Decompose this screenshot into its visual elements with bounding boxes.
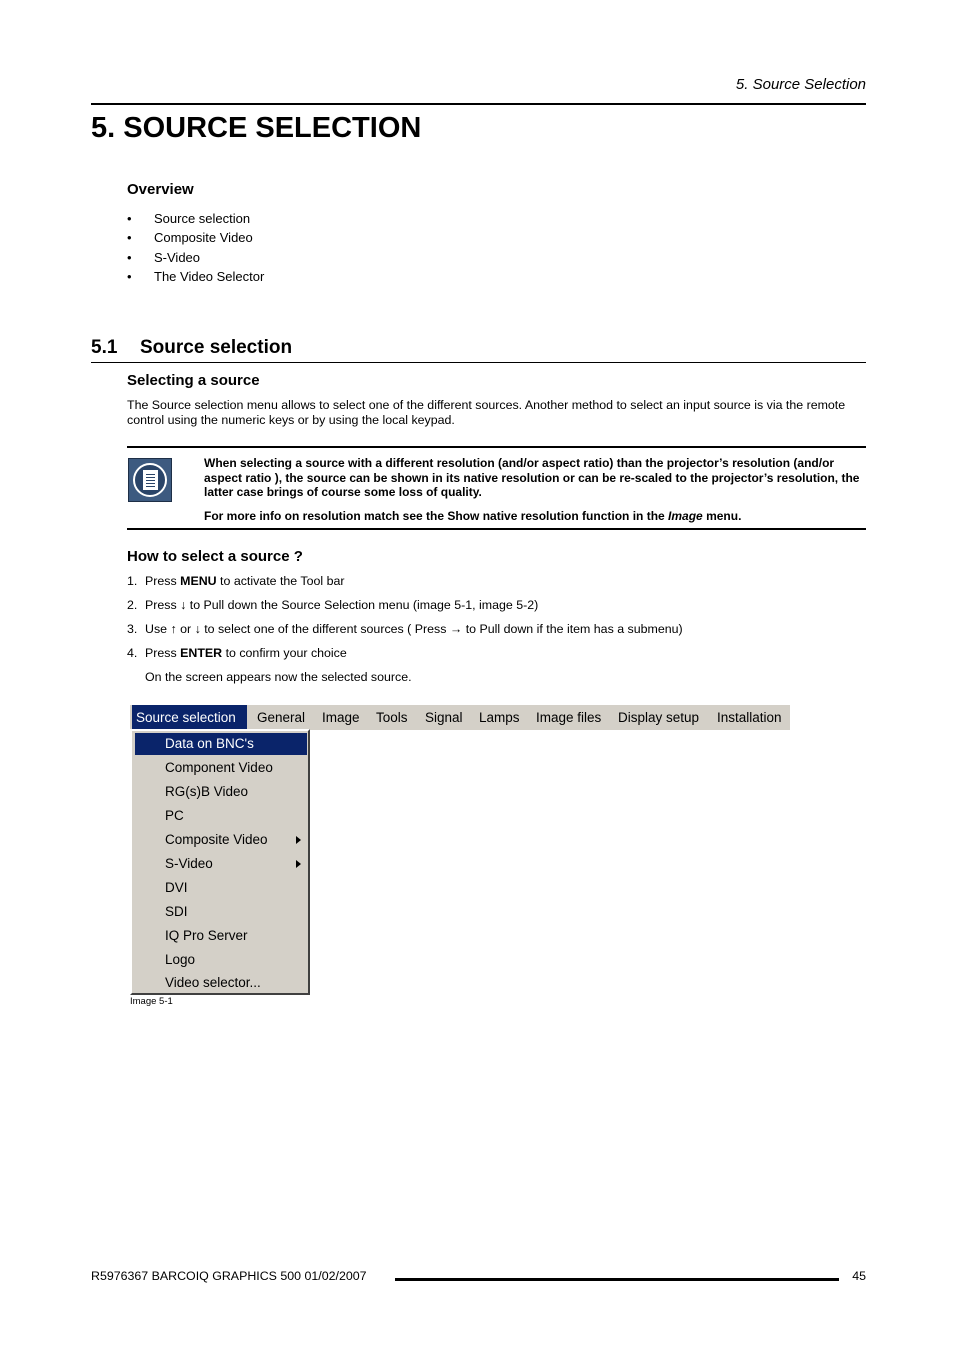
source-dropdown <box>130 729 310 995</box>
menu-lamps[interactable]: Lamps <box>479 710 520 725</box>
footer-rule <box>395 1278 839 1281</box>
step-text-end: to confirm your choice <box>222 646 347 660</box>
dropdown-item-logo[interactable] <box>135 949 307 971</box>
dropdown-item-label: S-Video <box>165 856 213 871</box>
menu-image[interactable]: Image <box>322 710 360 725</box>
dropdown-item-label: PC <box>165 808 184 823</box>
intro-paragraph: The Source selection menu allows to select one of the different sources. Another method to select an input source is via the remote control using the numeric keys or by using the local keypad. <box>127 398 846 427</box>
page-number: 45 <box>852 1269 866 1283</box>
step-item <box>127 574 683 598</box>
menu-tools[interactable]: Tools <box>376 710 408 725</box>
dropdown-item-label: Composite Video <box>165 832 268 847</box>
dropdown-item-label: DVI <box>165 880 188 895</box>
section-label: Source selection <box>140 337 293 358</box>
step-item <box>127 622 683 646</box>
menu-signal[interactable]: Signal <box>425 710 463 725</box>
note-line-2-end: menu. <box>702 508 742 523</box>
step-note: On the screen appears now the selected source. <box>145 670 412 684</box>
dropdown-item-label: Logo <box>165 952 196 967</box>
step-text: Press ↓ to Pull down the Source Selection menu (image 5-1, image 5-2) <box>145 598 539 612</box>
menu-source-selection[interactable]: Source selection <box>132 705 247 730</box>
dropdown-item-label: RG(s)B Video <box>165 784 249 799</box>
menu-bar <box>130 705 790 730</box>
dropdown-item-sdi[interactable] <box>135 901 307 923</box>
step-number: 1. <box>127 574 138 588</box>
dropdown-item-label: Video selector... <box>165 975 261 990</box>
step-number: 2. <box>127 598 138 612</box>
bullet: • <box>127 230 132 246</box>
overview-item-label: Source selection <box>154 211 251 226</box>
dropdown-item-label: Data on BNC's <box>165 736 254 751</box>
step-text: Use ↑ or ↓ to select one of the different sources ( Press → to Pull down if the item has a submenu) <box>145 622 683 636</box>
note-text <box>204 456 869 523</box>
step-number: 3. <box>127 622 138 636</box>
overview-item <box>127 210 264 229</box>
step-text: Press <box>145 646 181 660</box>
section-rule <box>91 362 866 363</box>
section-title <box>91 337 292 359</box>
section-number: 5.1 <box>91 337 118 358</box>
bullet: • <box>127 211 132 226</box>
submenu-arrow-icon <box>296 860 301 868</box>
menu-general[interactable]: General <box>257 710 306 725</box>
submenu-arrow-icon <box>296 836 301 844</box>
overview-item <box>127 268 264 287</box>
howto-heading: How to select a source ? <box>127 548 303 565</box>
step-key: MENU <box>180 574 217 588</box>
overview-item-label: Composite Video <box>154 230 253 246</box>
note-line-1: When selecting a source with a different resolution (and/or aspect ratio) than the projector’s resolution (and/or aspect ratio ), the source can be shown in its native resolution or can be re-scaled to the projector’s resolution, the latter case brings of course some loss of quality. <box>204 456 860 499</box>
overview-list <box>127 210 264 287</box>
header-rule <box>91 103 866 105</box>
dropdown-item-composite-video[interactable] <box>135 829 307 851</box>
bullet: • <box>127 268 132 284</box>
dropdown-item-iq-pro-server[interactable] <box>135 925 307 947</box>
image-caption: Image 5-1 <box>130 996 173 1007</box>
step-number: 4. <box>127 646 138 660</box>
step-item <box>127 598 683 622</box>
dropdown-item-video-selector[interactable] <box>135 972 307 994</box>
note-line-2 <box>204 509 869 524</box>
menu-display-setup[interactable]: Display setup <box>618 710 700 725</box>
dropdown-item-s-video[interactable] <box>135 853 307 875</box>
dropdown-item-label: IQ Pro Server <box>165 928 248 943</box>
step-key: ENTER <box>180 646 223 660</box>
dropdown-item-label: Component Video <box>165 760 273 775</box>
step-text-end: to activate the Tool bar <box>216 574 345 588</box>
step-item <box>127 646 683 670</box>
chapter-title: 5. SOURCE SELECTION <box>91 112 422 144</box>
note-line-2-emphasis: Image <box>668 508 703 523</box>
note-box <box>127 446 866 530</box>
menu-image-files[interactable]: Image files <box>536 710 602 725</box>
dropdown-item-rgsb-video[interactable] <box>135 781 307 803</box>
dropdown-item-data-on-bncs[interactable] <box>135 733 307 755</box>
menu-installation[interactable]: Installation <box>717 710 782 725</box>
dropdown-item-component-video[interactable] <box>135 757 307 779</box>
note-document-icon <box>128 458 172 502</box>
overview-heading: Overview <box>127 181 194 198</box>
dropdown-item-pc[interactable] <box>135 805 307 827</box>
note-line-2-text: For more info on resolution match see the Show native resolution function in the <box>204 508 669 523</box>
dropdown-item-dvi[interactable] <box>135 877 307 899</box>
overview-item <box>127 249 264 268</box>
overview-item-label: The Video Selector <box>154 268 265 284</box>
steps-list <box>127 574 683 670</box>
overview-item-label: S-Video <box>154 249 201 265</box>
selecting-heading: Selecting a source <box>127 372 260 389</box>
running-header: 5. Source Selection <box>735 76 866 93</box>
dropdown-item-label: SDI <box>165 904 188 919</box>
step-text: Press <box>145 574 181 588</box>
overview-item <box>127 229 264 248</box>
bullet: • <box>127 249 132 265</box>
footer-left: R5976367 BARCOIQ GRAPHICS 500 01/02/2007 <box>91 1269 367 1283</box>
